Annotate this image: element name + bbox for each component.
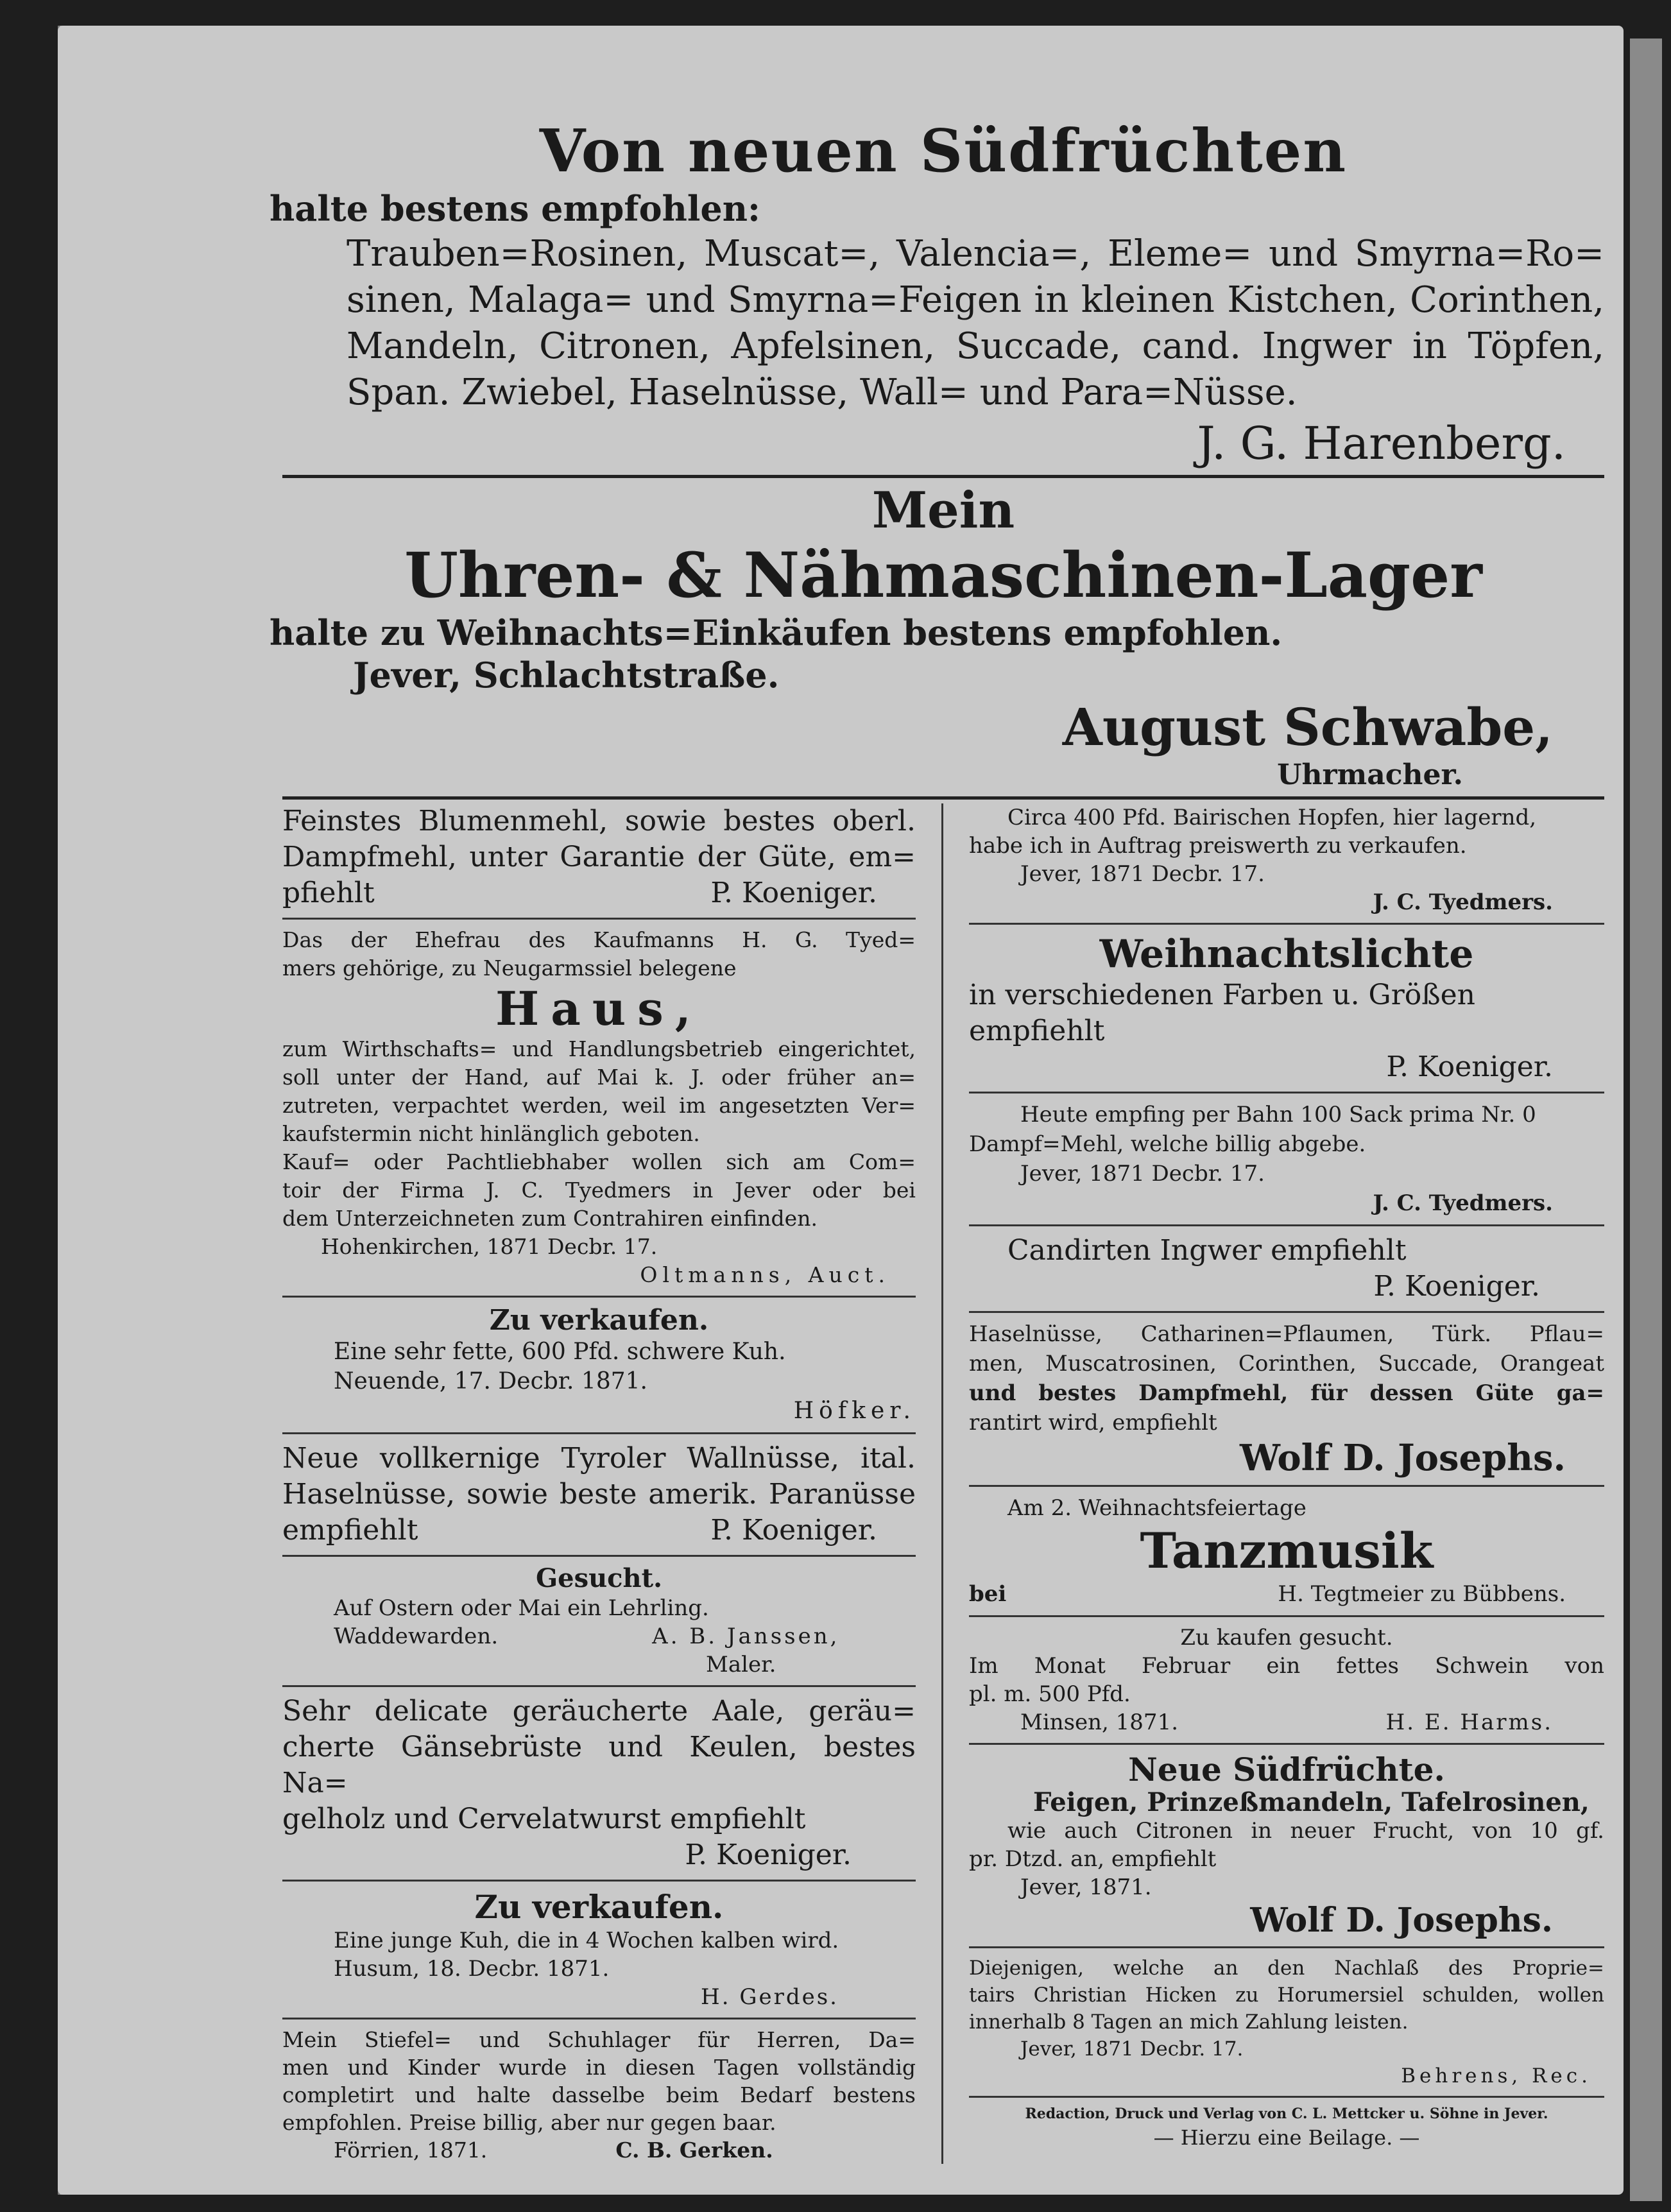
ad-title: Zu kaufen gesucht. <box>1180 1625 1393 1650</box>
ad-line: kaufstermin nicht hinlänglich geboten. <box>282 1121 700 1146</box>
ad-line: Feinstes Blumenmehl, sowie bestes oberl. <box>282 805 916 837</box>
ad-divider <box>282 1685 916 1687</box>
ad-line: Waddewarden. A. B. Janssen, <box>334 1624 840 1649</box>
ad-divider <box>969 1615 1604 1617</box>
ad-line: Heute empfing per Bahn 100 Sack prima Nr. 0 <box>1020 1102 1536 1127</box>
ad-signature-title: Uhrmacher. <box>1277 759 1463 791</box>
ad-divider <box>282 1296 916 1298</box>
ad-line: Das der Ehefrau des Kaufmanns H. G. Tyed= <box>282 927 916 952</box>
ad-line: Kauf= oder Pachtliebhaber wollen sich am Com= <box>282 1149 916 1174</box>
ad-title: Zu verkaufen. <box>489 1304 709 1337</box>
ad-title: Tanzmusik <box>1140 1522 1434 1579</box>
ad-stiefel <box>282 2026 916 2164</box>
ad-josephs-haselnuesse <box>969 1319 1604 1479</box>
ad-line: Auf Ostern oder Mai ein Lehrling. <box>334 1595 709 1621</box>
ad-signature: Oltmanns, Auct. <box>640 1262 890 1287</box>
ad-line: Sehr delicate geräucherte Aale, geräu= <box>282 1695 916 1728</box>
ad-neue-suedfruechte <box>969 1751 1604 1940</box>
ad-line: dem Unterzeichneten zum Contrahiren einfinden. <box>282 1206 818 1231</box>
ad-line: toir der Firma J. C. Tyedmers in Jever oder bei <box>282 1178 916 1203</box>
ad-suedfruechte-harenberg <box>270 116 1604 471</box>
ad-line: Trauben=Rosinen, Muscat=, Valencia=, Eleme= und Smyrna=Ro= <box>347 233 1604 275</box>
ad-line: Feigen, Prinzeßmandeln, Tafelrosinen, <box>1033 1787 1590 1817</box>
ad-signature: P. Koeniger. <box>685 1839 852 1871</box>
ad-line: Mein <box>871 481 1015 540</box>
ad-title: Uhren- & Nähmaschinen-Lager <box>404 539 1482 612</box>
ad-title: Zu verkaufen. <box>474 1888 724 1926</box>
ad-kuh-verkaufen <box>282 1304 916 1426</box>
ad-signature: H. Gerdes. <box>701 1984 839 2010</box>
ad-intro: halte bestens empfohlen: <box>270 188 760 229</box>
ad-wallnuesse <box>282 1441 916 1548</box>
ad-divider <box>282 1432 916 1434</box>
ad-divider <box>282 1880 916 1882</box>
ad-nachlass <box>969 1955 1604 2089</box>
ad-divider <box>282 1555 916 1557</box>
ad-line: bei H. Tegtmeier zu Bübbens. <box>969 1579 1604 1609</box>
ad-divider <box>282 2018 916 2019</box>
ad-line: Jever, 1871 Decbr. 17. <box>1020 861 1265 887</box>
ad-blumenmehl <box>282 803 916 911</box>
ad-line: completirt und halte dasselbe beim Bedarf bestens <box>282 2082 916 2107</box>
ad-line: Jever, 1871 Decbr. 17. <box>1020 1161 1265 1187</box>
ad-hopfen <box>969 803 1604 916</box>
ad-line: Eine junge Kuh, die in 4 Wochen kalben wird. <box>334 1928 839 1953</box>
left-column <box>282 803 943 2164</box>
ad-line: pl. m. 500 Pfd. <box>969 1681 1131 1707</box>
beilage-note: — Hierzu eine Beilage. — <box>1153 2125 1420 2150</box>
ad-signature: J. G. Harenberg. <box>1197 417 1566 470</box>
ad-signature: August Schwabe, <box>1062 697 1553 757</box>
ad-line: rantirt wird, empfiehlt <box>969 1410 1217 1436</box>
ad-line: Förrien, 1871. C. B. Gerken. <box>334 2138 773 2163</box>
ad-kuh2-verkaufen <box>282 1888 916 2011</box>
right-column <box>943 803 1604 2164</box>
ad-line: Am 2. Weihnachtsfeiertage <box>1007 1495 1307 1521</box>
ad-ingwer <box>969 1233 1604 1305</box>
ad-line: men, Muscatrosinen, Corinthen, Succade, Orangeat <box>969 1351 1604 1376</box>
ad-line: tairs Christian Hicken zu Horumersiel schulden, wollen <box>969 1984 1604 2007</box>
ad-line: Im Monat Februar ein fettes Schwein von <box>969 1653 1604 1679</box>
ad-line: Jever, 1871 Decbr. 17. <box>1020 2037 1244 2061</box>
ad-line: Span. Zwiebel, Haselnüsse, Wall= und Para=Nüsse. <box>347 372 1298 413</box>
ad-line: Minsen, 1871. H. E. Harms. <box>969 1708 1604 1736</box>
ad-title: Neue Südfrüchte. <box>1128 1751 1445 1788</box>
ad-line: pr. Dtzd. an, empfiehlt <box>969 1846 1217 1872</box>
ad-signature: Wolf D. Josephs. <box>1240 1437 1566 1479</box>
ad-line: Mandeln, Citronen, Apfelsinen, Succade, cand. Ingwer in Töpfen, <box>347 325 1604 367</box>
ad-line: Diejenigen, welche an den Nachlaß des Proprie= <box>969 1957 1604 1980</box>
ad-divider <box>969 1224 1604 1226</box>
ad-divider <box>969 923 1604 925</box>
ad-tanzmusik <box>969 1493 1604 1609</box>
ad-aale <box>282 1693 916 1873</box>
page-content <box>270 116 1604 2163</box>
section-divider <box>282 796 1604 800</box>
ad-line: innerhalb 8 Tagen an mich Zahlung leisten. <box>969 2011 1409 2034</box>
ad-line: cherte Gänsebrüste und Keulen, bestes Na= <box>282 1731 916 1799</box>
ad-divider <box>969 1946 1604 1948</box>
ad-line: zum Wirthschafts= und Handlungsbetrieb eingerichtet, <box>282 1036 916 1061</box>
ad-line: Haselnüsse, Catharinen=Pflaumen, Türk. Pflau= <box>969 1321 1604 1347</box>
ad-signature: J. C. Tyedmers. <box>1373 1190 1553 1216</box>
ad-signature: P. Koeniger. <box>1386 1050 1553 1083</box>
ad-signature: P. Koeniger. <box>1373 1270 1540 1303</box>
ad-signature: H. E. Harms. <box>1385 1710 1553 1735</box>
ad-title: Gesucht. <box>535 1563 663 1593</box>
ad-line: Mein Stiefel= und Schuhlager für Herren, Da= <box>282 2027 916 2052</box>
ad-host: H. Tegtmeier zu Bübbens. <box>1278 1581 1566 1607</box>
ad-line: zutreten, verpachtet werden, weil im angesetzten Ver= <box>282 1093 916 1118</box>
ad-line: Circa 400 Pfd. Bairischen Hopfen, hier lagernd, <box>1007 805 1537 830</box>
book-gutter <box>1630 39 1662 2201</box>
ad-signature: J. C. Tyedmers. <box>1373 889 1553 915</box>
ad-signature: A. B. Janssen, <box>652 1624 840 1649</box>
ad-signature: P. Koeniger. <box>710 877 877 909</box>
ad-signature: P. Koeniger. <box>710 1514 877 1547</box>
ad-line: Dampfmehl, unter Garantie der Güte, em= <box>282 841 916 873</box>
ad-line: men und Kinder wurde in diesen Tagen vollständig <box>282 2055 916 2080</box>
ad-haus <box>282 926 916 1289</box>
ad-line: gelholz und Cervelatwurst empfiehlt <box>282 1803 806 1835</box>
ad-line: Haselnüsse, sowie beste amerik. Paranüsse <box>282 1478 916 1511</box>
ad-divider <box>969 1743 1604 1745</box>
ad-line: Hohenkirchen, 1871 Decbr. 17. <box>321 1234 658 1259</box>
ad-line: soll unter der Hand, auf Mai k. J. oder früher an= <box>282 1065 916 1090</box>
ad-line: pfiehlt P. Koeniger. <box>282 875 916 911</box>
ad-line: habe ich in Auftrag preiswerth zu verkaufen. <box>969 833 1467 859</box>
imprint: Redaction, Druck und Verlag von C. L. Mettcker u. Söhne in Jever. <box>1025 2105 1548 2122</box>
section-divider <box>282 475 1604 478</box>
ad-line: sinen, Malaga= und Smyrna=Feigen in kleinen Kistchen, Corinthen, <box>347 279 1604 321</box>
ad-signature: Behrens, Rec. <box>1401 2064 1591 2088</box>
ad-signature: Höfker. <box>793 1398 916 1424</box>
ad-weihnachtslichte <box>969 931 1604 1085</box>
ad-line: Jever, Schlachtstraße. <box>353 655 780 696</box>
ad-uhren-schwabe <box>270 481 1604 793</box>
ad-title: Weihnachtslichte <box>1099 932 1474 977</box>
ad-signature-title: Maler. <box>706 1652 776 1677</box>
ad-gesucht <box>282 1563 916 1679</box>
ad-line: Eine sehr fette, 600 Pfd. schwere Kuh. <box>334 1339 786 1365</box>
ad-divider <box>969 1485 1604 1487</box>
ad-signature: Wolf D. Josephs. <box>1250 1901 1553 1940</box>
ad-line: Neuende, 17. Decbr. 1871. <box>334 1368 647 1394</box>
ad-line: empfohlen. Preise billig, aber nur gegen baar. <box>282 2110 776 2135</box>
ad-line: Dampf=Mehl, welche billig abgebe. <box>969 1131 1366 1157</box>
ad-line: Candirten Ingwer empfiehlt <box>1007 1234 1407 1267</box>
ad-dampfmehl <box>969 1100 1604 1218</box>
ad-line: empfiehlt P. Koeniger. <box>282 1513 916 1548</box>
ad-line: Husum, 18. Decbr. 1871. <box>334 1956 610 1982</box>
ad-line: und bestes Dampfmehl, für dessen Güte ga= <box>969 1380 1604 1406</box>
ad-divider <box>969 1092 1604 1093</box>
ad-signature: C. B. Gerken. <box>615 2138 773 2163</box>
ad-line: Neue vollkernige Tyroler Wallnüsse, ital. <box>282 1442 916 1475</box>
ad-line: in verschiedenen Farben u. Größen empfiehlt <box>969 979 1475 1047</box>
ad-divider <box>969 1311 1604 1313</box>
ad-divider <box>282 918 916 920</box>
ad-title: Von neuen Südfrüchten <box>539 116 1348 185</box>
ad-line: mers gehörige, zu Neugarmssiel belegene <box>282 956 737 981</box>
ad-line: halte zu Weihnachts=Einkäufen bestens empfohlen. <box>270 612 1283 653</box>
ad-line: wie auch Citronen in neuer Frucht, von 10 gf. <box>1007 1818 1604 1844</box>
ad-divider <box>969 2096 1604 2098</box>
two-column-ads <box>282 803 1604 2164</box>
ad-schwein <box>969 1624 1604 1736</box>
ad-line: Jever, 1871. <box>1020 1874 1152 1900</box>
ad-title: Haus, <box>495 981 703 1036</box>
